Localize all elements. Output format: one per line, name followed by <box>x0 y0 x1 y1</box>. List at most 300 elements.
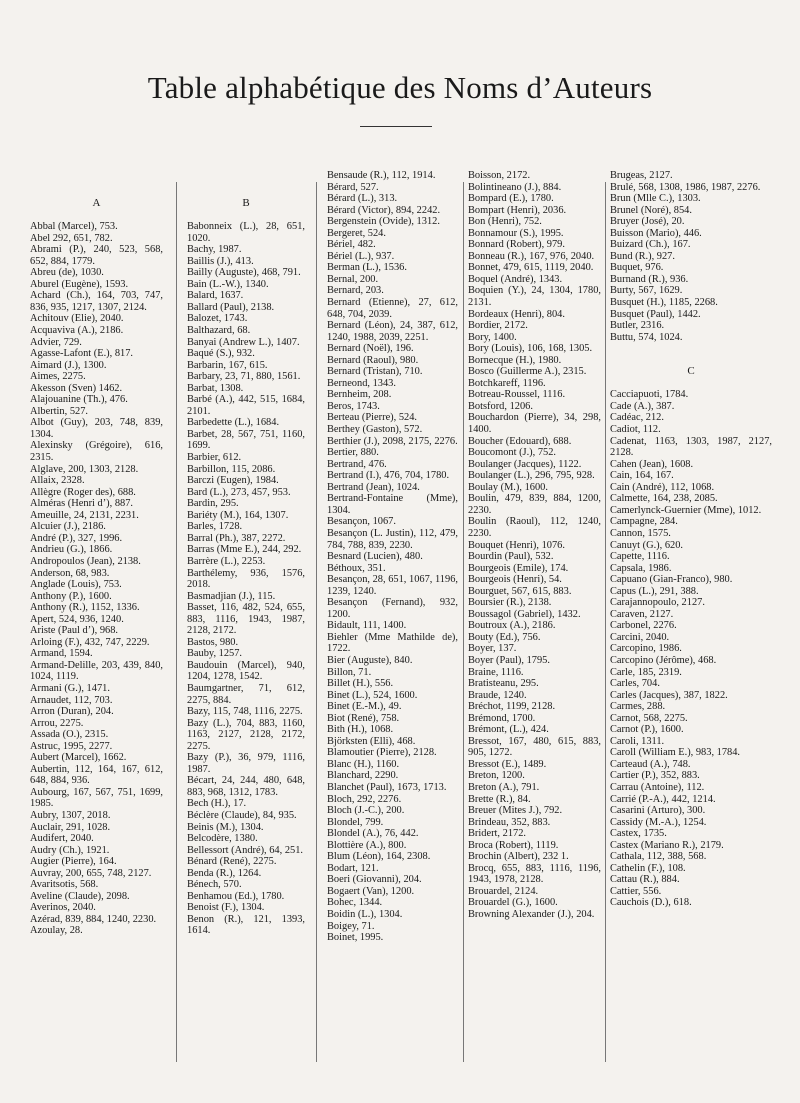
index-entry: Cain (André), 112, 1068. <box>610 481 715 493</box>
column-divider <box>316 182 317 1062</box>
index-entry: Burty, 567, 1629. <box>610 285 683 297</box>
index-entry: Bressot, 167, 480, 615, 883, 905, 1272. <box>468 735 601 759</box>
index-entry: Beinis (M.), 1304. <box>187 821 264 833</box>
index-entry: Boyer (Paul), 1795. <box>468 654 550 666</box>
index-entry: Bund (R.), 927. <box>610 250 675 262</box>
index-entry: Averinos, 2040. <box>30 902 96 914</box>
index-entry: Blondel, 799. <box>327 816 384 828</box>
index-entry: Berman (L.), 1536. <box>327 262 407 274</box>
index-entry: Astruc, 1995, 2277. <box>30 740 113 752</box>
index-entry: Carteaud (A.), 748. <box>610 758 691 770</box>
index-entry: Benhamou (Ed.), 1780. <box>187 890 285 902</box>
index-entry: Allaix, 2328. <box>30 475 85 487</box>
index-entry: Anderson, 68, 983. <box>30 567 110 579</box>
index-entry: Bénard (René), 2275. <box>187 856 277 868</box>
index-entry: Bory, 1400. <box>468 331 517 343</box>
index-entry: Botsford, 1206. <box>468 400 533 412</box>
index-entry: Cain, 164, 167. <box>610 470 674 482</box>
index-entry: Bloch (J.-C.), 200. <box>327 805 405 817</box>
index-entry: Boutroux (A.), 2186. <box>468 620 556 632</box>
index-entry: Ameuille, 24, 2131, 2231. <box>30 509 139 521</box>
index-entry: Benon (R.), 121, 1393, 1614. <box>187 913 305 937</box>
index-entry: Aburel (Eugène), 1593. <box>30 278 129 290</box>
index-entry: Alexinsky (Grégoire), 616, 2315. <box>30 440 163 464</box>
index-entry: Bensaude (R.), 112, 1914. <box>327 170 436 181</box>
index-entry: Breton, 1200. <box>468 770 525 782</box>
index-entry: Akesson (Sven) 1462. <box>30 382 123 394</box>
index-entry: Bazy, 115, 748, 1116, 2275. <box>187 706 303 718</box>
index-entry: Avaritsotis, 568. <box>30 879 99 891</box>
index-entry: Boquien (Y.), 24, 1304, 1780, 2131. <box>468 285 601 309</box>
index-entry: Cattau (R.), 884. <box>610 874 680 886</box>
index-entry: Cade (A.), 387. <box>610 400 675 412</box>
spacer <box>610 378 772 390</box>
index-entry: Bérard (L.), 313. <box>327 193 398 205</box>
index-entry: Bressot (E.), 1489. <box>468 758 547 770</box>
index-entry: Bauby, 1257. <box>187 648 243 660</box>
index-entry: Boucomont (J.), 752. <box>468 447 557 459</box>
index-entry: Barthélemy, 936, 1576, 2018. <box>187 567 305 591</box>
index-entry: Bidault, 111, 1400. <box>327 620 407 632</box>
column-divider <box>176 182 177 1062</box>
index-entry: Carrié (P.-A.), 442, 1214. <box>610 793 716 805</box>
index-entry: Boeri (Giovanni), 204. <box>327 874 422 886</box>
index-entry: Carle, 185, 2319. <box>610 666 682 678</box>
index-entry: Cadenat, 1163, 1303, 1987, 2127, 2128. <box>610 435 772 459</box>
index-entry: Berthier (J.), 2098, 2175, 2276. <box>327 435 458 447</box>
index-entry: Allègre (Roger des), 688. <box>30 486 136 498</box>
section-letter: A <box>92 197 101 209</box>
index-entry: Bourguet, 567, 615, 883. <box>468 585 572 597</box>
index-entry: Arrou, 2275. <box>30 717 84 729</box>
index-entry: Achard (Ch.), 164, 703, 747, 836, 935, 1217, 1307, 2124. <box>30 290 163 313</box>
index-entry: Bertrand (Jean), 1024. <box>327 481 420 493</box>
index-entry: Brocq, 655, 883, 1116, 1196, 1943, 1978, 2128. <box>468 862 601 886</box>
page-title: Table alphabétique des Noms d’Auteurs <box>147 70 653 105</box>
index-entry: Béclère (Claude), 84, 935. <box>187 809 297 821</box>
index-entry: Arnaudet, 112, 703. <box>30 694 113 706</box>
index-entry: Bon (Henri), 752. <box>468 216 542 228</box>
index-entry: Bériel (L.), 937. <box>327 250 395 262</box>
index-entry: Auclair, 291, 1028. <box>30 821 111 833</box>
index-entry: Alméras (Henri d’), 887. <box>30 498 134 510</box>
index-entry: Björksten (Elli), 468. <box>327 735 416 747</box>
index-entry: Carcopino (Jérôme), 468. <box>610 654 717 666</box>
index-entry: Blondel (A.), 76, 442. <box>327 828 419 840</box>
index-entry: Bertrand (I.), 476, 704, 1780. <box>327 470 450 482</box>
index-entry: Abbal (Marcel), 753. <box>30 221 118 233</box>
index-entry: Boulanger (L.), 296, 795, 928. <box>468 470 595 482</box>
index-entry: Boussagol (Gabriel), 1432. <box>468 608 581 620</box>
index-entry: Albertin, 527. <box>30 405 89 417</box>
index-entry: Bratisteanu, 295. <box>468 678 539 690</box>
index-entry: Boidin (L.), 1304. <box>327 909 403 920</box>
index-entry: Capuano (Gian-Franco), 980. <box>610 574 733 586</box>
index-entry: Canuyt (G.), 620. <box>610 539 684 551</box>
index-entry: Béthoux, 351. <box>327 562 386 574</box>
index-entry: Bordeaux (Henri), 804. <box>468 308 565 320</box>
index-entry: Boisson, 2172. <box>468 170 531 181</box>
index-entry: Bourgeois (Emile), 174. <box>468 562 569 574</box>
index-entry: Balozet, 1743. <box>187 313 248 325</box>
column-5 <box>610 170 772 1075</box>
index-entry: Besnard (Lucien), 480. <box>327 551 423 563</box>
column-divider <box>463 182 464 1062</box>
index-entry: Barbier, 612. <box>187 452 242 464</box>
index-entry: Cathelin (F.), 108. <box>610 862 686 874</box>
index-entry: Anglade (Louis), 753. <box>30 579 122 591</box>
index-entry: Cahen (Jean), 1608. <box>610 458 694 470</box>
index-entry: Breton (A.), 791. <box>468 781 540 793</box>
index-entry: Boquel (André), 1343. <box>468 273 563 285</box>
index-entry: Caraven, 2127. <box>610 608 674 620</box>
index-entry: Campagne, 284. <box>610 516 678 528</box>
index-entry: Bernard (Raoul), 980. <box>327 354 419 366</box>
index-entry: Brindeau, 352, 883. <box>468 816 551 828</box>
index-entry: Barral (Ph.), 387, 2272. <box>187 532 286 544</box>
index-entry: Blanchet (Paul), 1673, 1713. <box>327 781 447 793</box>
index-entry: Bérard (Victor), 894, 2242. <box>327 204 441 216</box>
index-entry: Bernard (Noël), 196. <box>327 343 414 355</box>
index-entry: Bard (L.), 273, 457, 953. <box>187 486 291 498</box>
index-entry: Cadéac, 212. <box>610 412 664 424</box>
index-entry: Ariste (Paul d’), 968. <box>30 625 119 637</box>
index-entry: Barbet, 28, 567, 751, 1160, 1699. <box>187 428 305 452</box>
index-entry: Broca (Robert), 1119. <box>468 839 559 851</box>
index-entry: Bier (Auguste), 840. <box>327 654 413 666</box>
index-entry: Besançon (Fernand), 932, 1200. <box>327 597 458 620</box>
title-rule <box>360 126 432 127</box>
index-entry: Bariéty (M.), 164, 1307. <box>187 509 289 521</box>
index-entry: Busquet (Paul), 1442. <box>610 308 701 320</box>
index-entry: Ballard (Paul), 2138. <box>187 301 275 313</box>
index-entry: Blamoutier (Pierre), 2128. <box>327 747 437 759</box>
index-entry: Babonneix (L.), 28, 651, 1020. <box>187 221 305 244</box>
index-entry: Carles (Jacques), 387, 1822. <box>610 689 728 701</box>
index-entry: Baudouin (Marcel), 940, 1204, 1278, 1542. <box>187 659 305 683</box>
index-entry: Alcuier (J.), 2186. <box>30 521 106 533</box>
index-entry: Cauchois (D.), 618. <box>610 897 692 909</box>
index-entry: Bernard (Léon), 24, 387, 612, 1240, 1988, 2039, 2251. <box>327 320 458 343</box>
index-entry: Buizard (Ch.), 167. <box>610 239 691 251</box>
index-entry: Brochin (Albert), 232 1. <box>468 851 569 863</box>
index-entry: Bachy, 1987. <box>187 244 242 256</box>
index-entry: Berteau (Pierre), 524. <box>327 412 418 424</box>
index-entry: Aimard (J.), 1300. <box>30 359 107 371</box>
index-entry: Carles, 704. <box>610 678 660 690</box>
index-entry: Bohec, 1344. <box>327 897 383 909</box>
index-entry: Carnot (P.), 1600. <box>610 724 684 736</box>
index-entry: Cadiot, 112. <box>610 424 661 436</box>
index-entry: Bosco (Guillerme A.), 2315. <box>468 366 587 378</box>
column-2 <box>187 170 305 1103</box>
index-entry: Caroli, 1311. <box>610 735 665 747</box>
index-entry: Aimes, 2275. <box>30 371 86 383</box>
index-entry: Aubry, 1307, 2018. <box>30 809 111 821</box>
index-entry: Browning Alexander (J.), 204. <box>468 909 595 920</box>
index-entry: Balthazard, 68. <box>187 325 251 337</box>
index-entry: Audry (Ch.), 1921. <box>30 844 110 856</box>
index-entry: Buquet, 976. <box>610 262 664 274</box>
index-entry: Carbonel, 2276. <box>610 620 677 632</box>
index-entry: Bornecque (H.), 1980. <box>468 354 562 366</box>
index-entry: Buttu, 574, 1024. <box>610 331 683 343</box>
index-entry: Castex, 1735. <box>610 828 667 840</box>
index-entry: Agasse-Lafont (E.), 817. <box>30 348 134 360</box>
index-entry: Balard, 1637. <box>187 290 244 302</box>
index-entry: Carnot, 568, 2275. <box>610 712 688 724</box>
index-entry: Armand, 1594. <box>30 648 93 660</box>
index-entry: Bonneau (R.), 167, 976, 2040. <box>468 250 595 262</box>
column-divider <box>605 182 606 1062</box>
index-entry: Boigey, 71. <box>327 920 375 932</box>
index-entry: Assada (O.), 2315. <box>30 729 109 741</box>
index-entry: Barrère (L.), 2253. <box>187 555 266 567</box>
index-entry: Azérad, 839, 884, 1240, 2230. <box>30 913 157 925</box>
index-entry: Azoulay, 28. <box>30 925 83 937</box>
index-entry: Berneond, 1343. <box>327 377 396 389</box>
index-entry: Boulin (Raoul), 112, 1240, 2230. <box>468 516 601 539</box>
index-entry: Aubert (Marcel), 1662. <box>30 752 127 764</box>
index-entry: Bérard, 527. <box>327 181 379 193</box>
index-entry: Barles, 1728. <box>187 521 243 533</box>
index-entry: Basset, 116, 482, 524, 655, 883, 1116, 1943, 1987, 2128, 2172. <box>187 602 305 637</box>
index-entry: Binet (L.), 524, 1600. <box>327 689 418 701</box>
index-entry: Benoist (F.), 1304. <box>187 902 265 914</box>
index-entry: Basmadjian (J.), 115. <box>187 590 276 602</box>
index-entry: Breuer (Mites J.), 792. <box>468 805 563 817</box>
index-entry: Bogaert (Van), 1200. <box>327 885 415 897</box>
index-entry: Bernard (Etienne), 27, 612, 648, 704, 2039. <box>327 297 458 320</box>
index-entry: Boucher (Edouard), 688. <box>468 435 572 447</box>
index-entry: Blum (Léon), 164, 2308. <box>327 851 431 863</box>
index-entry: Bonnet, 479, 615, 1119, 2040. <box>468 262 594 274</box>
section-letter: C <box>687 365 695 378</box>
index-entry: Bouty (Ed.), 756. <box>468 631 541 643</box>
index-entry: Bernheim, 208. <box>327 389 392 401</box>
index-entry: Boursier (R.), 2138. <box>468 597 552 609</box>
index-entry: Barbedette (L.), 1684. <box>187 417 280 429</box>
index-entry: Bonnard (Robert), 979. <box>468 239 565 251</box>
index-entry: Boulay (M.), 1600. <box>468 481 548 493</box>
index-entry: Blanc (H.), 1160. <box>327 758 400 770</box>
index-entry: Arron (Duran), 204. <box>30 706 114 718</box>
index-entry: Binet (E.-M.), 49. <box>327 701 402 713</box>
index-entry: Cattier, 556. <box>610 885 662 897</box>
index-entry: Bernal, 200. <box>327 273 379 285</box>
index-entry: Aubertin, 112, 164, 167, 612, 648, 884, 936. <box>30 763 163 787</box>
index-entry: Barras (Mme E.), 244, 292. <box>187 544 302 556</box>
index-entry: Carajannopoulo, 2127. <box>610 597 705 609</box>
index-entry: Bouquet (Henri), 1076. <box>468 539 565 551</box>
index-entry: Bodart, 121. <box>327 862 379 874</box>
index-entry: Bernard, 203. <box>327 285 384 297</box>
index-entry: Anthony (R.), 1152, 1336. <box>30 602 140 614</box>
index-entry: Buisson (Mario), 446. <box>610 227 702 239</box>
index-entry: Bertrand, 476. <box>327 458 387 470</box>
index-entry: Bruyer (José), 20. <box>610 216 685 228</box>
index-entry: Barbillon, 115, 2086. <box>187 463 276 475</box>
index-entry: Baumgartner, 71, 612, 2275, 884. <box>187 682 305 706</box>
index-entry: Castex (Mariano R.), 2179. <box>610 839 724 851</box>
index-entry: Beros, 1743. <box>327 400 380 412</box>
index-entry: Brugeas, 2127. <box>610 170 673 181</box>
index-entry: Baillis (J.), 413. <box>187 255 254 267</box>
index-entry: Bain (L.-W.), 1340. <box>187 278 269 290</box>
index-entry: Advier, 729. <box>30 336 82 348</box>
index-entry: Andrieu (G.), 1866. <box>30 544 113 556</box>
index-entry: Berthey (Gaston), 572. <box>327 424 423 436</box>
index-entry: Barbary, 23, 71, 880, 1561. <box>187 371 301 383</box>
index-entry: Bénech, 570. <box>187 879 242 891</box>
index-entry: Bazy (L.), 704, 883, 1160, 1163, 2127, 2128, 2172, 2275. <box>187 717 305 752</box>
index-entry: Bonnamour (S.), 1995. <box>468 227 564 239</box>
spacer <box>187 210 305 222</box>
index-entry: Brunel (Noré), 854. <box>610 204 692 216</box>
index-entry: Brouardel, 2124. <box>468 885 539 897</box>
index-entry: Casarini (Arturo), 300. <box>610 805 706 817</box>
spacer <box>610 343 772 355</box>
index-entry: Bardin, 295. <box>187 498 239 510</box>
index-entry: Brette (R.), 84. <box>468 793 531 805</box>
index-entry: Auvray, 200, 655, 748, 2127. <box>30 867 152 879</box>
index-entry: Caroll (William E.), 983, 1784. <box>610 747 741 759</box>
index-entry: Bastos, 980. <box>187 636 239 648</box>
index-entry: Boulin, 479, 839, 884, 1200, 2230. <box>468 493 601 516</box>
index-entry: Abreu (de), 1030. <box>30 267 104 279</box>
index-entry: Cacciapuoti, 1784. <box>610 389 689 401</box>
index-entry: Abel 292, 651, 782. <box>30 232 113 244</box>
index-entry: Bourgeois (Henri), 54. <box>468 574 562 586</box>
index-entry: Boinet, 1995. <box>327 932 384 944</box>
index-entry: Achitouv (Elie), 2040. <box>30 313 124 325</box>
index-entry: Carrau (Antoine), 112. <box>610 781 705 793</box>
index-entry: Brouardel (G.), 1600. <box>468 897 558 909</box>
index-entry: Banyai (Andrew L.), 1407. <box>187 336 300 348</box>
index-entry: Apert, 524, 936, 1240. <box>30 613 124 625</box>
index-entry: Augier (Pierre), 164. <box>30 856 117 868</box>
index-entry: Carcopino, 1986. <box>610 643 682 655</box>
index-entry: Carcini, 2040. <box>610 631 670 643</box>
index-entry: Bailly (Auguste), 468, 791. <box>187 267 301 279</box>
column-3 <box>327 170 458 1075</box>
index-entry: Blanchard, 2290. <box>327 770 399 782</box>
column-1 <box>30 170 163 1103</box>
index-entry: Bertier, 880. <box>327 447 379 459</box>
index-entry: Cartier (P.), 352, 883. <box>610 770 700 782</box>
index-entry: Bridert, 2172. <box>468 828 527 840</box>
index-entry: Besançon, 28, 651, 1067, 1196, 1239, 1240. <box>327 574 458 597</box>
index-entry: Belcodère, 1380. <box>187 833 258 845</box>
index-entry: Armand-Delille, 203, 439, 840, 1024, 1119. <box>30 659 163 683</box>
spacer <box>30 210 163 222</box>
column-4 <box>468 170 601 1075</box>
index-entry: Alajouanine (Th.), 476. <box>30 394 128 406</box>
index-entry: Abrami (P.), 240, 523, 568, 652, 884, 1779. <box>30 244 163 267</box>
index-entry: Cassidy (M.-A.), 1254. <box>610 816 707 828</box>
index-entry: Biehler (Mme Mathilde de), 1722. <box>327 631 458 655</box>
index-entry: Andropoulos (Jean), 2138. <box>30 555 141 567</box>
index-entry: Arloing (F.), 432, 747, 2229. <box>30 636 150 648</box>
index-entry: Camerlynck-Guernier (Mme), 1012. <box>610 504 762 516</box>
index-entry: Albot (Guy), 203, 748, 839, 1304. <box>30 417 163 440</box>
index-entry: Bech (H.), 17. <box>187 798 247 810</box>
index-entry: Benda (R.), 1264. <box>187 867 262 879</box>
index-entry: Armani (G.), 1471. <box>30 682 110 694</box>
index-entry: Aubourg, 167, 567, 751, 1699, 1985. <box>30 786 163 810</box>
index-entry: Bompart (Henri), 2036. <box>468 204 567 216</box>
index-entry: Boulanger (Jacques), 1122. <box>468 458 582 470</box>
index-entry: Bellessort (André), 64, 251. <box>187 844 304 856</box>
index-entry: Barczi (Eugen), 1984. <box>187 475 279 487</box>
index-entry: Brun (Mlle C.), 1303. <box>610 193 701 205</box>
index-entry: Cathala, 112, 388, 568. <box>610 851 707 863</box>
index-entry: Alglave, 200, 1303, 2128. <box>30 463 139 475</box>
index-entry: Aveline (Claude), 2098. <box>30 890 130 902</box>
index-entry: Acquaviva (A.), 2186. <box>30 325 124 337</box>
index-entry: Butler, 2316. <box>610 320 665 332</box>
index-entry: Bériel, 482. <box>327 239 376 251</box>
index-entry: Bordier, 2172. <box>468 320 528 332</box>
index-entry: Bloch, 292, 2276. <box>327 793 402 805</box>
index-entry: Cannon, 1575. <box>610 527 671 539</box>
index-entry: André (P.), 327, 1996. <box>30 532 123 544</box>
index-entry: Brémont, (L.), 424. <box>468 724 549 736</box>
index-entry: Braine, 1116. <box>468 666 524 678</box>
index-entry: Barbé (A.), 442, 515, 1684, 2101. <box>187 394 305 417</box>
section-letter: B <box>242 197 250 209</box>
index-entry: Barbarin, 167, 615. <box>187 359 268 371</box>
index-entry: Boyer, 137. <box>468 643 517 655</box>
index-entry: Barbat, 1308. <box>187 382 244 394</box>
index-entry: Busquet (H.), 1185, 2268. <box>610 297 718 309</box>
index-entry: Billet (H.), 556. <box>327 678 394 690</box>
index-entry: Bazy (P.), 36, 979, 1116, 1987. <box>187 752 305 775</box>
index-entry: Capette, 1116. <box>610 551 670 563</box>
index-entry: Brémond, 1700. <box>468 712 536 724</box>
index-entry: Calmette, 164, 238, 2085. <box>610 493 718 505</box>
index-entry: Audifert, 2040. <box>30 833 94 845</box>
index-entry: Baqué (S.), 932. <box>187 348 255 360</box>
index-entry: Carmes, 288. <box>610 701 666 713</box>
index-entry: Bith (H.), 1068. <box>327 724 394 736</box>
index-entry: Bory (Louis), 106, 168, 1305. <box>468 343 593 355</box>
index-entry: Anthony (P.), 1600. <box>30 590 112 602</box>
index-entry: Bernard (Tristan), 710. <box>327 366 423 378</box>
index-entry: Bertrand-Fontaine (Mme), 1304. <box>327 493 458 516</box>
index-entry: Botreau-Roussel, 1116. <box>468 389 566 401</box>
index-entry: Besançon (L. Justin), 112, 479, 784, 788, 839, 2230. <box>327 527 458 551</box>
index-entry: Bréchot, 1199, 2128. <box>468 701 556 713</box>
index-entry: Biot (René), 758. <box>327 712 400 724</box>
index-entry: Blottière (A.), 800. <box>327 839 407 851</box>
index-entry: Billon, 71. <box>327 666 372 678</box>
index-entry: Botchkareff, 1196. <box>468 377 546 389</box>
index-entry: Bompard (E.), 1780. <box>468 193 554 205</box>
index-entry: Bolintineano (J.), 884. <box>468 181 562 193</box>
index-entry: Bergenstein (Ovide), 1312. <box>327 216 440 228</box>
index-entry: Brulé, 568, 1308, 1986, 1987, 2276. <box>610 181 761 193</box>
index-entry: Burnand (R.), 936. <box>610 273 689 285</box>
index-entry: Braude, 1240. <box>468 689 527 701</box>
index-entry: Capsala, 1986. <box>610 562 672 574</box>
index-entry: Bergeret, 524. <box>327 227 386 239</box>
index-entry: Bourdin (Paul), 532. <box>468 551 554 563</box>
index-entry: Besançon, 1067. <box>327 516 396 528</box>
index-entry: Bouchardon (Pierre), 34, 298, 1400. <box>468 412 601 436</box>
index-entry: Capus (L.), 291, 388. <box>610 585 699 597</box>
index-entry: Bécart, 24, 244, 480, 648, 883, 968, 1312, 1783. <box>187 775 305 798</box>
